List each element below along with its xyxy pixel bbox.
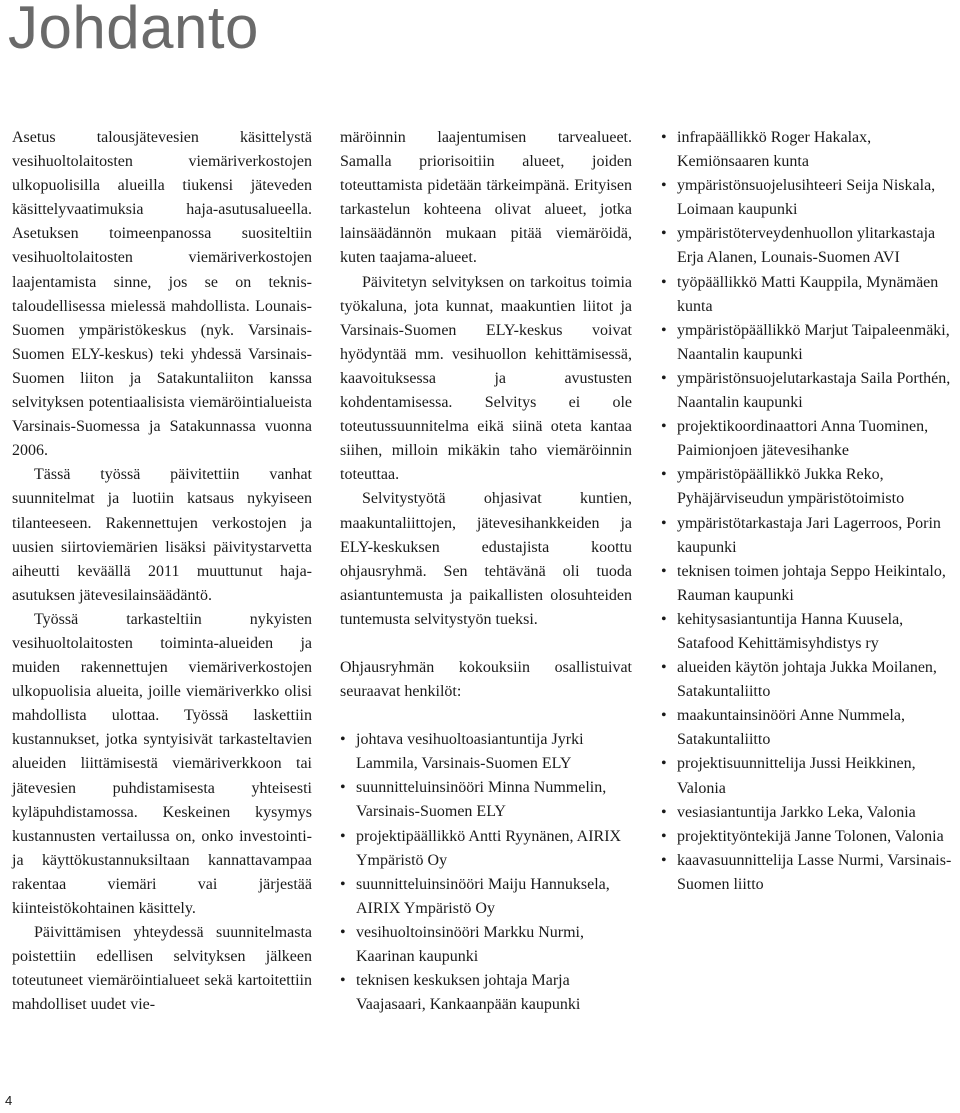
list-item: • ympäristönsuojelusihteeri Seija Niskala, Loimaan kaupunki	[661, 174, 958, 222]
middle-column	[340, 126, 632, 1017]
steering-group-list-continued	[661, 126, 958, 897]
list-item: • ympäristöpäällikkö Jukka Reko, Pyhäjärviseudun ympäristötoimisto	[661, 463, 958, 511]
list-item: • johtava vesihuoltoasiantuntija Jyrki Lammila, Varsinais-Suomen ELY	[340, 728, 632, 776]
body-paragraph: Päivittämisen yhteydessä suunnitelmasta poistettiin edellisen selvityksen jälkeen toteutuneet viemäröintialueet sekä kartoitettiin mahdolliset uudet vie-	[12, 924, 312, 1014]
list-item: • vesihuoltoinsinööri Markku Nurmi, Kaarinan kaupunki	[340, 921, 632, 969]
left-column	[12, 126, 312, 1017]
body-paragraph: märöinnin laajentumisen tarvealueet. Samalla priorisoitiin alueet, joiden toteuttamista pidetään tärkeimpänä. Erityisen tarkastelun kohteena olivat alueet, jotka lainsäädännön mukaan pitää viemäröidä, kuten taajama-alueet.	[340, 129, 632, 267]
list-item: • teknisen keskuksen johtaja Marja Vaajasaari, Kankaanpään kaupunki	[340, 969, 632, 1017]
list-item: • kehitysasiantuntija Hanna Kuusela, Satafood Kehittämisyhdistys ry	[661, 608, 958, 656]
page-number: 4	[5, 1093, 13, 1108]
list-item: • suunnitteluinsinööri Minna Nummelin, Varsinais-Suomen ELY	[340, 776, 632, 824]
list-item: • ympäristönsuojelutarkastaja Saila Porthén, Naantalin kaupunki	[661, 367, 958, 415]
list-item: • ympäristöterveydenhuollon ylitarkastaja Erja Alanen, Lounais-Suomen AVI	[661, 222, 958, 270]
list-item: • kaavasuunnittelija Lasse Nurmi, Varsinais-Suomen liitto	[661, 849, 958, 897]
body-paragraph: Asetus talousjätevesien käsittelystä vesihuoltolaitosten viemäriverkostojen ulkopuolisilla alueilla tiukensi jäteveden käsittelyvaatimuksia haja-asutusalueella. Asetuksen toimeenpanossa suositeltiin vesihuoltolaitosten viemäriverkostojen laajentamista sinne, jos se on teknis-taloudellisessa mielessä mahdollista. Lounais-Suomen ympäristökeskus (nyk. Varsinais-Suomen ELY-keskus) teki yhdessä Varsinais-Suomen liiton ja Satakuntaliiton kanssa selvityksen potentiaalisista viemäröintialueista Varsinais-Suomessa ja Satakunnassa vuonna 2006.	[12, 129, 312, 460]
body-paragraph: Työssä tarkasteltiin nykyisten vesihuoltolaitosten toiminta-alueiden ja muiden rakennettujen viemäriverkostojen ulkopuolisia alueita, joille viemäriverkko olisi mahdollista ulottaa. Työssä laskettiin kustannukset, jotka syntyisivät tarkasteltavien alueiden liittämisestä viemäriverkkoon tai jätevesien puhdistamisesta yhteisesti kyläpuhdistamossa. Keskeinen kysymys kustannusten vertailussa on, onko investointi- ja käyttökustannuksiltaan kannattavampaa rakentaa viemäri vai järjestää kiinteistökohtainen käsittely.	[12, 610, 312, 917]
list-item: • projektipäällikkö Antti Ryynänen, AIRIX Ympäristö Oy	[340, 825, 632, 873]
list-item: • projektikoordinaattori Anna Tuominen, Paimionjoen jätevesihanke	[661, 415, 958, 463]
page-title: Johdanto	[8, 0, 259, 61]
list-item: • vesiasiantuntija Jarkko Leka, Valonia	[661, 801, 958, 825]
list-item: • infrapäällikkö Roger Hakalax, Kemiönsaaren kunta	[661, 126, 958, 174]
steering-group-list	[340, 728, 632, 1017]
body-paragraph: Päivitetyn selvityksen on tarkoitus toimia työkaluna, jota kunnat, maakuntien liitot ja Varsinais-Suomen ELY-keskus voivat hyödyntää mm. vesihuollon kehittämisessä, kaavoituksessa ja avustusten kohdentamisessa. Selvitys ei ole toteutussuunnitelma eikä siinä oteta kantaa siihen, milloin mikäkin taho viemäröinnin toteuttaa.	[340, 273, 632, 484]
list-item: • ympäristöpäällikkö Marjut Taipaleenmäki, Naantalin kaupunki	[661, 319, 958, 367]
list-item: • työpäällikkö Matti Kauppila, Mynämäen kunta	[661, 271, 958, 319]
list-item: • projektisuunnittelija Jussi Heikkinen, Valonia	[661, 752, 958, 800]
list-item: • maakuntainsinööri Anne Nummela, Satakuntaliitto	[661, 704, 958, 752]
list-item: • ympäristötarkastaja Jari Lagerroos, Porin kaupunki	[661, 512, 958, 560]
steering-group-intro: Ohjausryhmän kokouksiin osallistuivat seuraavat henkilöt:	[340, 658, 632, 701]
list-item: • teknisen toimen johtaja Seppo Heikintalo, Rauman kaupunki	[661, 560, 958, 608]
list-item: • projektityöntekijä Janne Tolonen, Valonia	[661, 825, 958, 849]
right-column	[661, 126, 958, 897]
body-paragraph: Selvitystyötä ohjasivat kuntien, maakuntaliittojen, jätevesihankkeiden ja ELY-keskuksen edustajista koottu ohjausryhmä. Sen tehtävänä oli tuoda asiantuntemusta ja paikallisten olosuhteiden tuntemusta selvitystyön tueksi.	[340, 490, 632, 628]
body-paragraph: Tässä työssä päivitettiin vanhat suunnitelmat ja luotiin katsaus nykyiseen tilanteeseen. Rakennettujen verkostojen ja uusien siirtoviemärien lisäksi päivitystarvetta aiheutti keväällä 2011 muuttunut haja-asutuksen jätevesilainsäädäntö.	[12, 466, 312, 604]
list-item: • alueiden käytön johtaja Jukka Moilanen, Satakuntaliitto	[661, 656, 958, 704]
list-item: • suunnitteluinsinööri Maiju Hannuksela, AIRIX Ympäristö Oy	[340, 873, 632, 921]
